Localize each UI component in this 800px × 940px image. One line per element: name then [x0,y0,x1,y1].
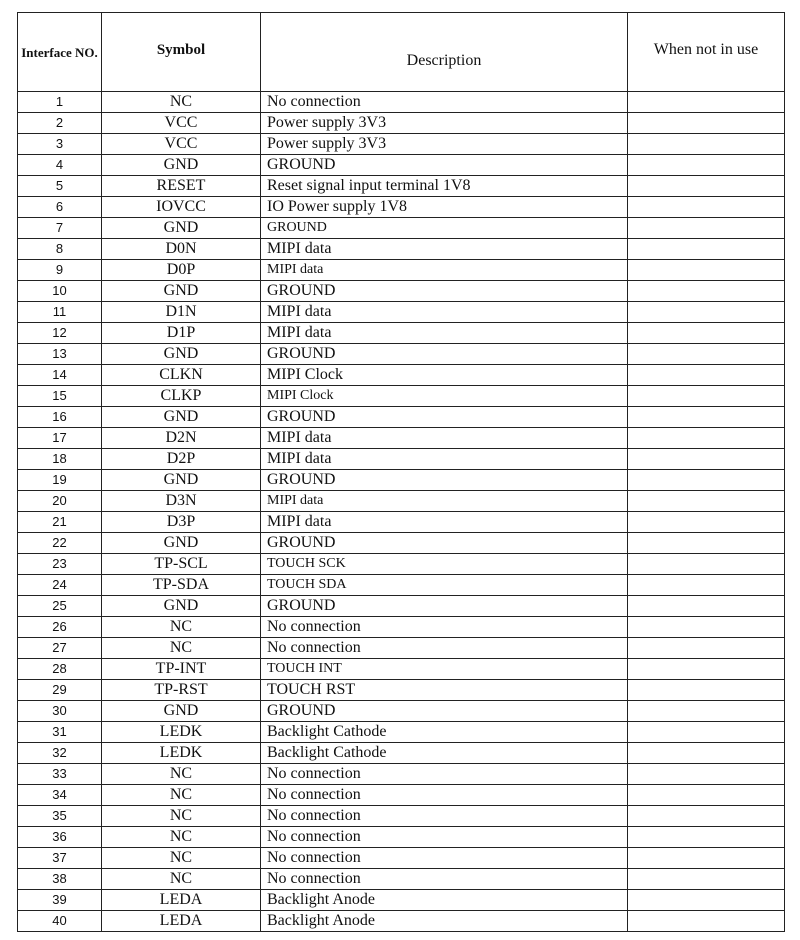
pin-description-cell: MIPI data [261,428,628,449]
pin-symbol-cell: VCC [102,113,261,134]
pin-symbol-cell: GND [102,155,261,176]
pin-number-cell: 17 [18,428,102,449]
pin-symbol-cell: NC [102,827,261,848]
pin-symbol-cell: VCC [102,134,261,155]
pin-number-cell: 32 [18,743,102,764]
table-row [18,554,785,575]
table-row [18,176,785,197]
pin-symbol-cell: IOVCC [102,197,261,218]
pin-description-cell: TOUCH INT [261,659,628,680]
pin-symbol-cell: TP-SDA [102,575,261,596]
pin-number-cell: 24 [18,575,102,596]
pin-description-cell: No connection [261,92,628,113]
pin-symbol-cell: D3N [102,491,261,512]
pin-number-cell: 9 [18,260,102,281]
pin-when-not-in-use-cell [628,197,785,218]
pin-number-cell: 1 [18,92,102,113]
pin-symbol-cell: NC [102,764,261,785]
table-row [18,890,785,911]
pin-number-cell: 26 [18,617,102,638]
pin-symbol-cell: TP-SCL [102,554,261,575]
pin-number-cell: 37 [18,848,102,869]
table-row [18,512,785,533]
pin-description-cell: No connection [261,617,628,638]
pin-symbol-cell: GND [102,218,261,239]
table-row [18,617,785,638]
pin-when-not-in-use-cell [628,449,785,470]
pin-when-not-in-use-cell [628,827,785,848]
pin-number-cell: 12 [18,323,102,344]
table-row [18,680,785,701]
pin-number-cell: 22 [18,533,102,554]
pin-symbol-cell: GND [102,533,261,554]
table-row [18,470,785,491]
pin-symbol-cell: GND [102,596,261,617]
table-row [18,575,785,596]
pin-when-not-in-use-cell [628,428,785,449]
pin-description-cell: GROUND [261,344,628,365]
pin-number-cell: 40 [18,911,102,932]
table-row [18,239,785,260]
pin-number-cell: 2 [18,113,102,134]
table-row [18,533,785,554]
table-body [18,92,785,932]
table-row [18,596,785,617]
pin-when-not-in-use-cell [628,659,785,680]
pin-description-cell: Backlight Anode [261,890,628,911]
table-row [18,323,785,344]
pin-number-cell: 38 [18,869,102,890]
pin-when-not-in-use-cell [628,575,785,596]
pin-number-cell: 30 [18,701,102,722]
pin-number-cell: 35 [18,806,102,827]
pin-when-not-in-use-cell [628,617,785,638]
pin-when-not-in-use-cell [628,302,785,323]
pin-number-cell: 34 [18,785,102,806]
pin-when-not-in-use-cell [628,92,785,113]
table-row [18,722,785,743]
table-row [18,638,785,659]
table-row [18,197,785,218]
pin-symbol-cell: LEDA [102,911,261,932]
pin-description-cell: MIPI data [261,491,628,512]
pin-number-cell: 29 [18,680,102,701]
pin-description-cell: GROUND [261,533,628,554]
table-row [18,344,785,365]
pin-number-cell: 5 [18,176,102,197]
table-row [18,911,785,932]
pin-number-cell: 33 [18,764,102,785]
pin-symbol-cell: RESET [102,176,261,197]
pin-description-cell: MIPI Clock [261,386,628,407]
pin-symbol-cell: D1N [102,302,261,323]
pin-symbol-cell: TP-RST [102,680,261,701]
pin-description-cell: GROUND [261,155,628,176]
pin-symbol-cell: NC [102,785,261,806]
table-row [18,92,785,113]
header-when-not-in-use: When not in use [628,13,785,92]
pin-symbol-cell: NC [102,869,261,890]
pin-description-cell: Power supply 3V3 [261,134,628,155]
table-row [18,785,785,806]
pin-when-not-in-use-cell [628,869,785,890]
pin-description-cell: MIPI data [261,260,628,281]
pin-when-not-in-use-cell [628,491,785,512]
pin-symbol-cell: D1P [102,323,261,344]
pin-number-cell: 16 [18,407,102,428]
pin-symbol-cell: D3P [102,512,261,533]
pin-when-not-in-use-cell [628,848,785,869]
pin-description-cell: TOUCH SCK [261,554,628,575]
pin-when-not-in-use-cell [628,512,785,533]
pin-symbol-cell: D2N [102,428,261,449]
table-row [18,491,785,512]
pin-symbol-cell: D2P [102,449,261,470]
pin-description-cell: GROUND [261,470,628,491]
pin-description-cell: GROUND [261,407,628,428]
pin-when-not-in-use-cell [628,323,785,344]
pin-symbol-cell: LEDK [102,722,261,743]
pin-when-not-in-use-cell [628,155,785,176]
table-row [18,281,785,302]
pin-when-not-in-use-cell [628,764,785,785]
pin-number-cell: 39 [18,890,102,911]
pin-symbol-cell: LEDK [102,743,261,764]
table-row [18,302,785,323]
pin-when-not-in-use-cell [628,134,785,155]
pin-number-cell: 20 [18,491,102,512]
pin-when-not-in-use-cell [628,701,785,722]
table-header-row [18,13,785,92]
pin-description-cell: No connection [261,869,628,890]
table-row [18,386,785,407]
pin-when-not-in-use-cell [628,911,785,932]
pin-symbol-cell: NC [102,638,261,659]
table-row [18,764,785,785]
pin-symbol-cell: GND [102,281,261,302]
pin-number-cell: 36 [18,827,102,848]
pin-when-not-in-use-cell [628,113,785,134]
pin-symbol-cell: CLKP [102,386,261,407]
pin-symbol-cell: GND [102,701,261,722]
pin-number-cell: 15 [18,386,102,407]
pin-description-cell: TOUCH RST [261,680,628,701]
table-row [18,806,785,827]
pin-symbol-cell: GND [102,407,261,428]
pin-description-cell: GROUND [261,281,628,302]
pin-number-cell: 28 [18,659,102,680]
pin-when-not-in-use-cell [628,218,785,239]
pin-description-cell: MIPI data [261,323,628,344]
pin-number-cell: 25 [18,596,102,617]
pin-symbol-cell: D0P [102,260,261,281]
table-row [18,407,785,428]
pin-when-not-in-use-cell [628,890,785,911]
pin-number-cell: 14 [18,365,102,386]
pin-when-not-in-use-cell [628,533,785,554]
table-row [18,365,785,386]
table-row [18,848,785,869]
pin-description-cell: GROUND [261,596,628,617]
pin-number-cell: 13 [18,344,102,365]
pin-number-cell: 4 [18,155,102,176]
header-description: Description [261,13,628,92]
table-row [18,218,785,239]
header-symbol: Symbol [102,13,261,92]
table-row [18,701,785,722]
pin-definition-table [17,12,785,932]
table-row [18,428,785,449]
pin-description-cell: MIPI data [261,302,628,323]
pin-description-cell: No connection [261,848,628,869]
pin-number-cell: 18 [18,449,102,470]
pin-symbol-cell: NC [102,617,261,638]
pin-description-cell: Power supply 3V3 [261,113,628,134]
pin-when-not-in-use-cell [628,680,785,701]
pin-description-cell: No connection [261,638,628,659]
pin-number-cell: 21 [18,512,102,533]
pin-when-not-in-use-cell [628,743,785,764]
pin-description-cell: IO Power supply 1V8 [261,197,628,218]
pin-when-not-in-use-cell [628,407,785,428]
pin-when-not-in-use-cell [628,470,785,491]
table-row [18,743,785,764]
pin-when-not-in-use-cell [628,344,785,365]
pin-description-cell: No connection [261,764,628,785]
pin-number-cell: 7 [18,218,102,239]
pin-description-cell: MIPI data [261,239,628,260]
pin-description-cell: No connection [261,827,628,848]
pin-when-not-in-use-cell [628,638,785,659]
pin-number-cell: 27 [18,638,102,659]
pin-number-cell: 31 [18,722,102,743]
table-row [18,449,785,470]
table-row [18,134,785,155]
pin-description-cell: Reset signal input terminal 1V8 [261,176,628,197]
pin-description-cell: TOUCH SDA [261,575,628,596]
pin-description-cell: No connection [261,806,628,827]
pin-description-cell: MIPI data [261,512,628,533]
pin-number-cell: 23 [18,554,102,575]
pin-number-cell: 19 [18,470,102,491]
pin-symbol-cell: D0N [102,239,261,260]
header-interface-no: Interface NO. [18,13,102,92]
pin-description-cell: MIPI data [261,449,628,470]
pin-symbol-cell: NC [102,848,261,869]
pin-when-not-in-use-cell [628,281,785,302]
pin-description-cell: No connection [261,785,628,806]
table-row [18,260,785,281]
pin-when-not-in-use-cell [628,386,785,407]
table-row [18,659,785,680]
table-row [18,827,785,848]
pin-when-not-in-use-cell [628,365,785,386]
pin-when-not-in-use-cell [628,806,785,827]
pin-number-cell: 3 [18,134,102,155]
pin-number-cell: 8 [18,239,102,260]
pin-symbol-cell: NC [102,806,261,827]
pin-when-not-in-use-cell [628,554,785,575]
pin-description-cell: Backlight Cathode [261,722,628,743]
table-row [18,113,785,134]
pin-number-cell: 11 [18,302,102,323]
pin-symbol-cell: NC [102,92,261,113]
pin-description-cell: GROUND [261,218,628,239]
table-row [18,155,785,176]
table-row [18,869,785,890]
pin-when-not-in-use-cell [628,722,785,743]
pin-description-cell: Backlight Anode [261,911,628,932]
pin-when-not-in-use-cell [628,239,785,260]
pin-symbol-cell: GND [102,470,261,491]
pin-number-cell: 10 [18,281,102,302]
pin-when-not-in-use-cell [628,785,785,806]
pin-description-cell: GROUND [261,701,628,722]
pin-symbol-cell: LEDA [102,890,261,911]
pin-when-not-in-use-cell [628,260,785,281]
pin-symbol-cell: CLKN [102,365,261,386]
pin-when-not-in-use-cell [628,596,785,617]
pin-number-cell: 6 [18,197,102,218]
pin-description-cell: MIPI Clock [261,365,628,386]
pin-when-not-in-use-cell [628,176,785,197]
pin-description-cell: Backlight Cathode [261,743,628,764]
pin-symbol-cell: GND [102,344,261,365]
pin-symbol-cell: TP-INT [102,659,261,680]
